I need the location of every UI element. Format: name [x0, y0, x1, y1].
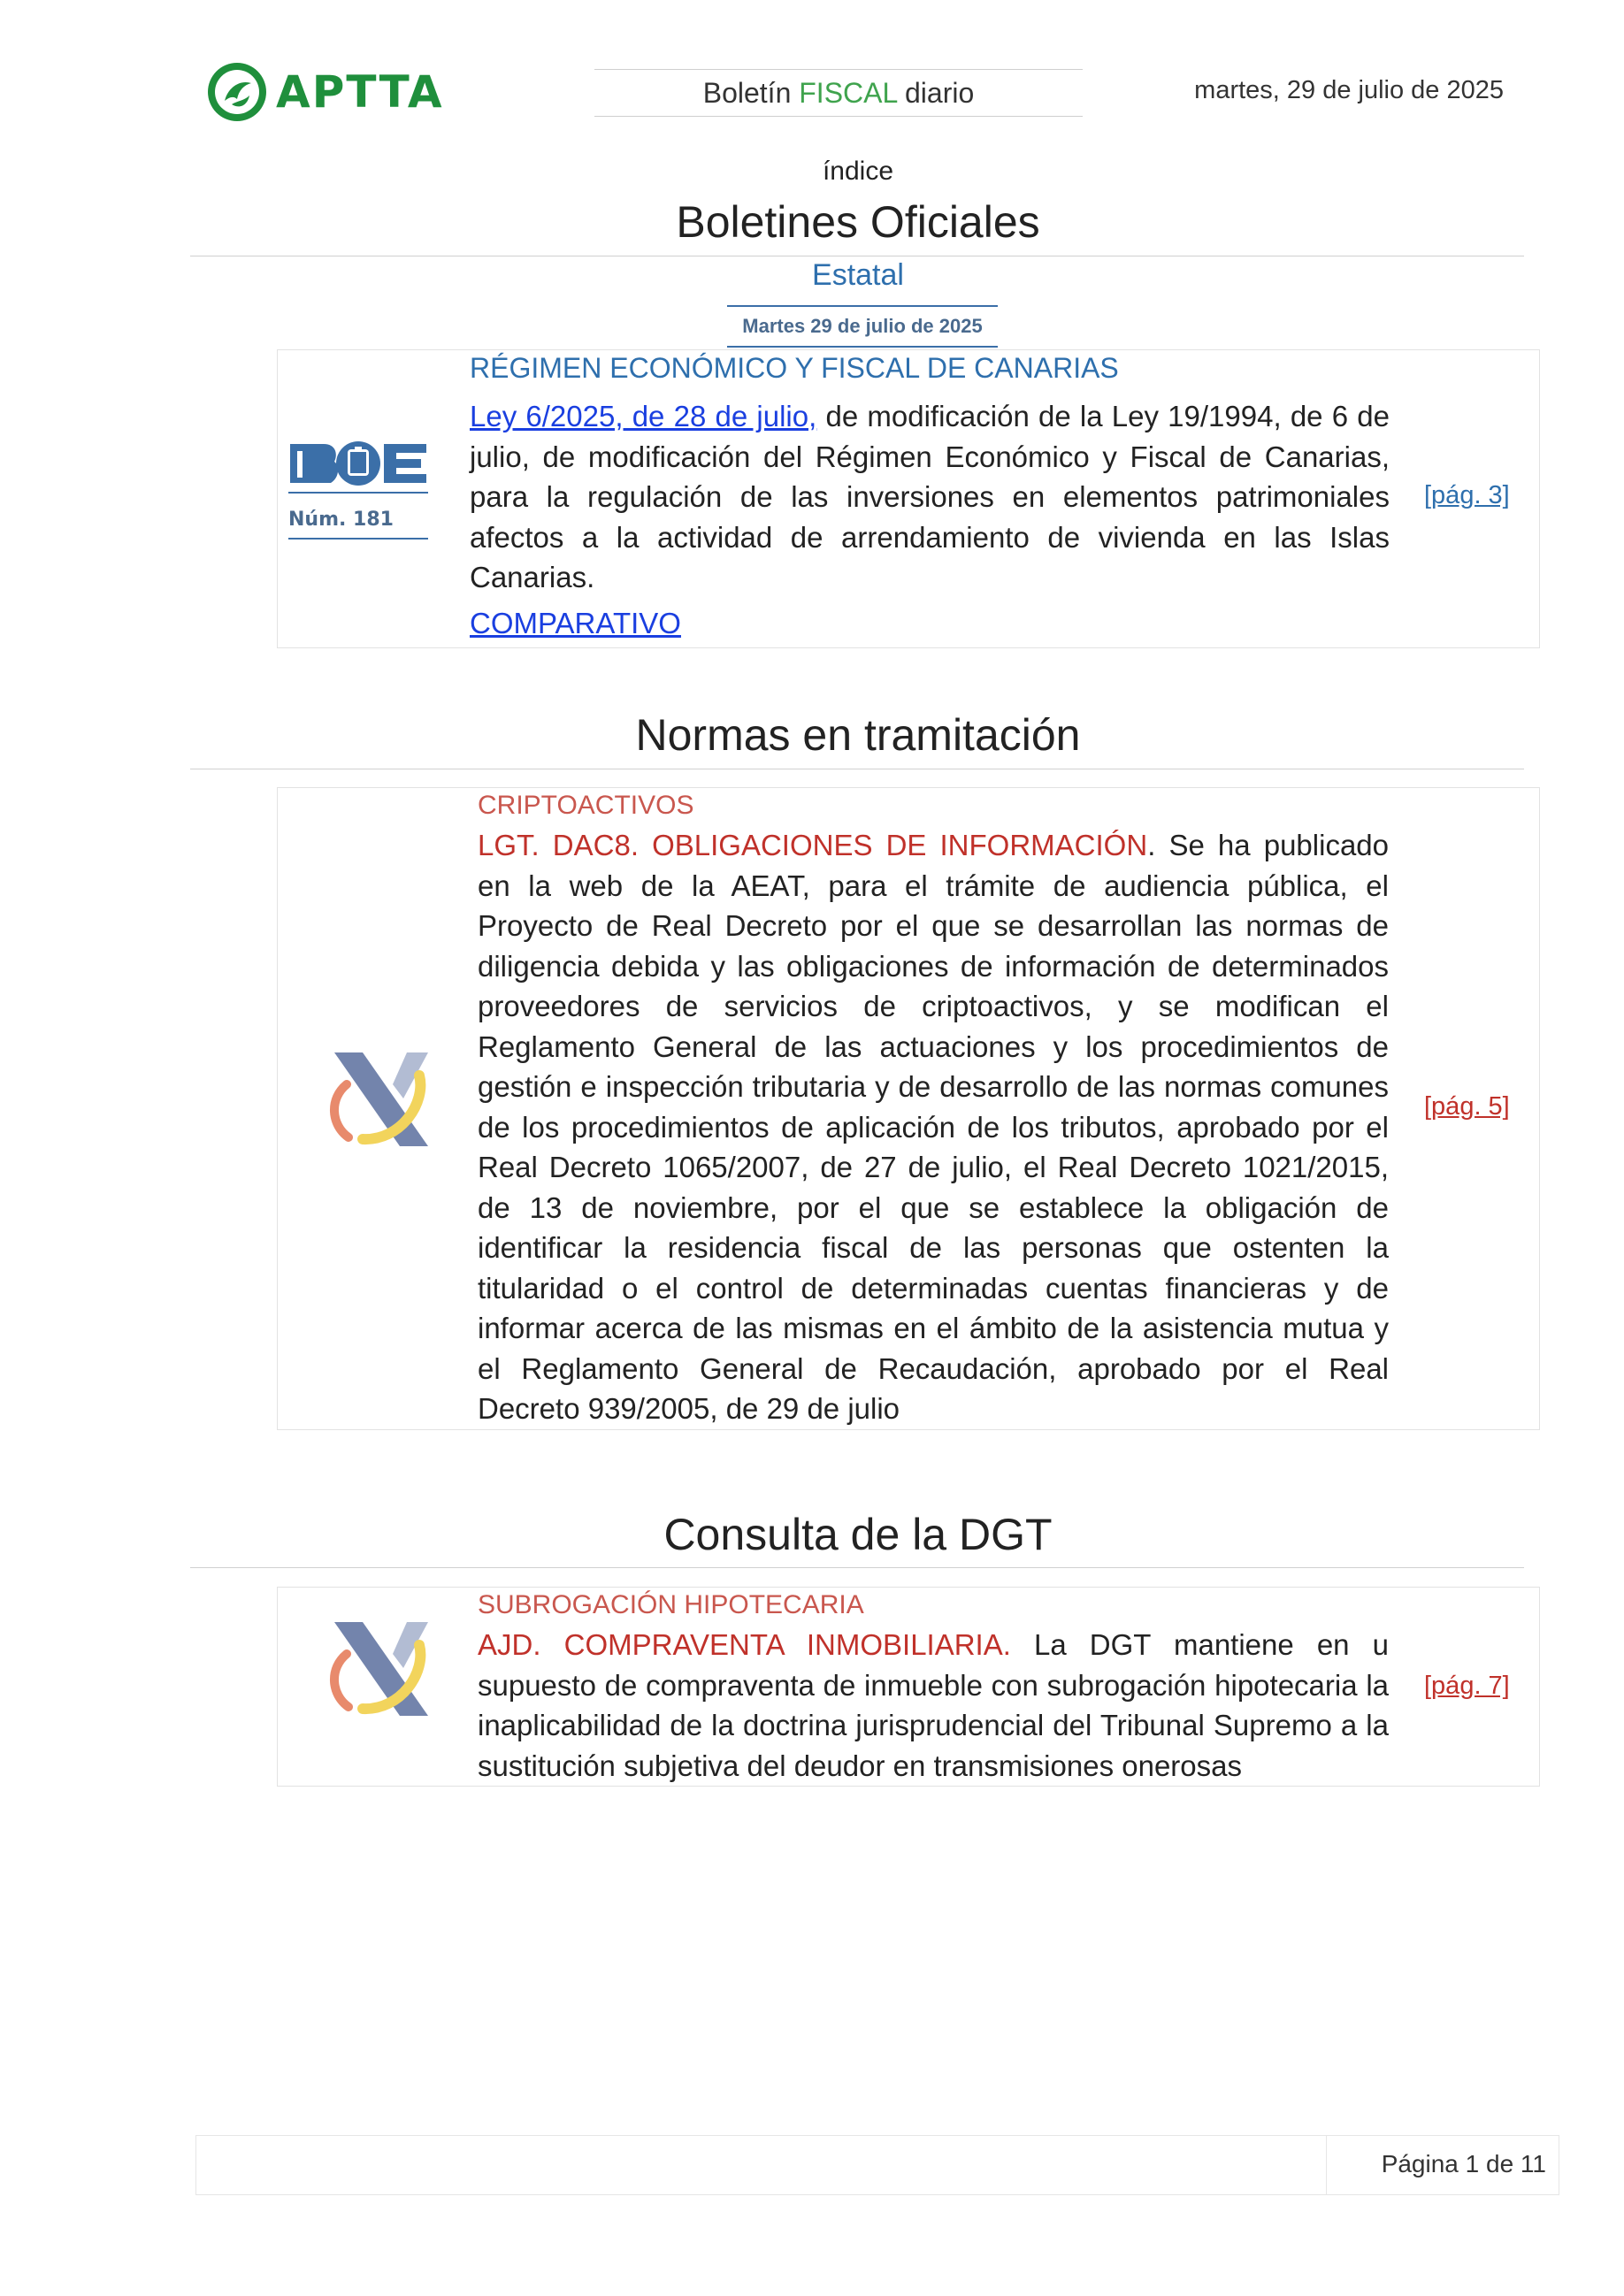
subsection-heading-estatal: Estatal [812, 258, 904, 292]
boe-logo [288, 439, 428, 552]
news-category: CRIPTOACTIVOS [478, 791, 694, 820]
aptta-logo [205, 57, 462, 127]
comparativo-link-wrap [470, 607, 681, 640]
news-lead: AJD. COMPRAVENTA INMOBILIARIA. [478, 1628, 1011, 1661]
header-date: martes, 29 de julio de 2025 [1194, 76, 1504, 104]
news-body-text: . Se ha publicado en la web de la AEAT, para el trámite de audiencia pública, el Proyecto de Real Decreto por el que se desarrollan las normas de diligencia debida y las obligaciones de información de determinados proveedores de servicios de criptoactivos, y se modifican el Reglamento General de las actuaciones y los procedimientos de gestión e inspección tributaria y de desarrollo de las normas comunes de los procedimientos de aplicación de los tributos, aprobado por el Real Decreto 1065/2007, de 27 de julio, el Real Decreto 1021/2015, de 13 de noviembre, por el que se establece la obligación de identificar la residencia fiscal de las personas que ostenten la titularidad o el control de determinadas cuentas financieras y de informar acerca de las mismas en el ámbito de la asistencia mutua y el Reglamento General de Recaudación, aprobado por el Real Decreto 939/2005, de 29 de julio [478, 829, 1389, 1425]
section-divider [190, 1567, 1524, 1568]
footer-divider [1326, 2135, 1327, 2195]
section-heading-normas: Normas en tramitación [635, 710, 1081, 760]
aptta-logo-icon [205, 60, 269, 124]
news-body-text: de modificación de la Ley 19/1994, de 6 de julio, de modificación del Régimen Económico y Fiscal de Canarias, para la regulación de las inversiones en elementos patrimoniales afectos a la actividad de arrendamiento de vivienda en las Islas Canarias. [470, 400, 1390, 593]
news-body [478, 1625, 1389, 1786]
comparativo-link[interactable]: COMPARATIVO [470, 607, 681, 639]
news-body [478, 825, 1389, 1429]
news-category: SUBROGACIÓN HIPOTECARIA [478, 1590, 864, 1619]
boe-logo-underline [288, 538, 428, 540]
boe-logo-icon [288, 439, 428, 504]
news-category: RÉGIMEN ECONÓMICO Y FISCAL DE CANARIAS [470, 352, 1119, 384]
law-link[interactable]: Ley 6/2025, de 28 de julio, [470, 400, 817, 432]
page-number: Página 1 de 11 [1381, 2150, 1546, 2177]
news-lead: LGT. DAC8. OBLIGACIONES DE INFORMACIÓN [478, 829, 1148, 861]
news-body [470, 396, 1390, 598]
aeat-logo-icon [322, 1049, 433, 1150]
bulletin-title: Boletín FISCAL diario [594, 69, 1083, 117]
page-ref-link[interactable]: [pág. 7] [1424, 1672, 1510, 1700]
section-heading-boletines: Boletines Oficiales [676, 197, 1040, 247]
aeat-logo-icon [322, 1619, 433, 1719]
bulletin-title-accent: FISCAL [799, 77, 898, 109]
aptta-logo-text: APTTA [276, 66, 444, 118]
index-link[interactable]: índice [822, 157, 894, 186]
section-heading-consulta: Consulta de la DGT [663, 1510, 1053, 1559]
page-ref-link[interactable]: [pág. 5] [1424, 1092, 1510, 1121]
boe-date-strip: Martes 29 de julio de 2025 [727, 305, 998, 348]
news-body-text: La DGT mantiene en u supuesto de compraventa de inmueble con subrogación hipotecaria la inaplicabilidad de la doctrina jurisprudencial del Tribunal Supremo a la sustitución subjetiva del deudor en transmisiones onerosas [478, 1628, 1389, 1782]
boe-issue-number: Núm. 181 [288, 509, 394, 531]
page-ref-link[interactable]: [pág. 3] [1424, 481, 1510, 509]
